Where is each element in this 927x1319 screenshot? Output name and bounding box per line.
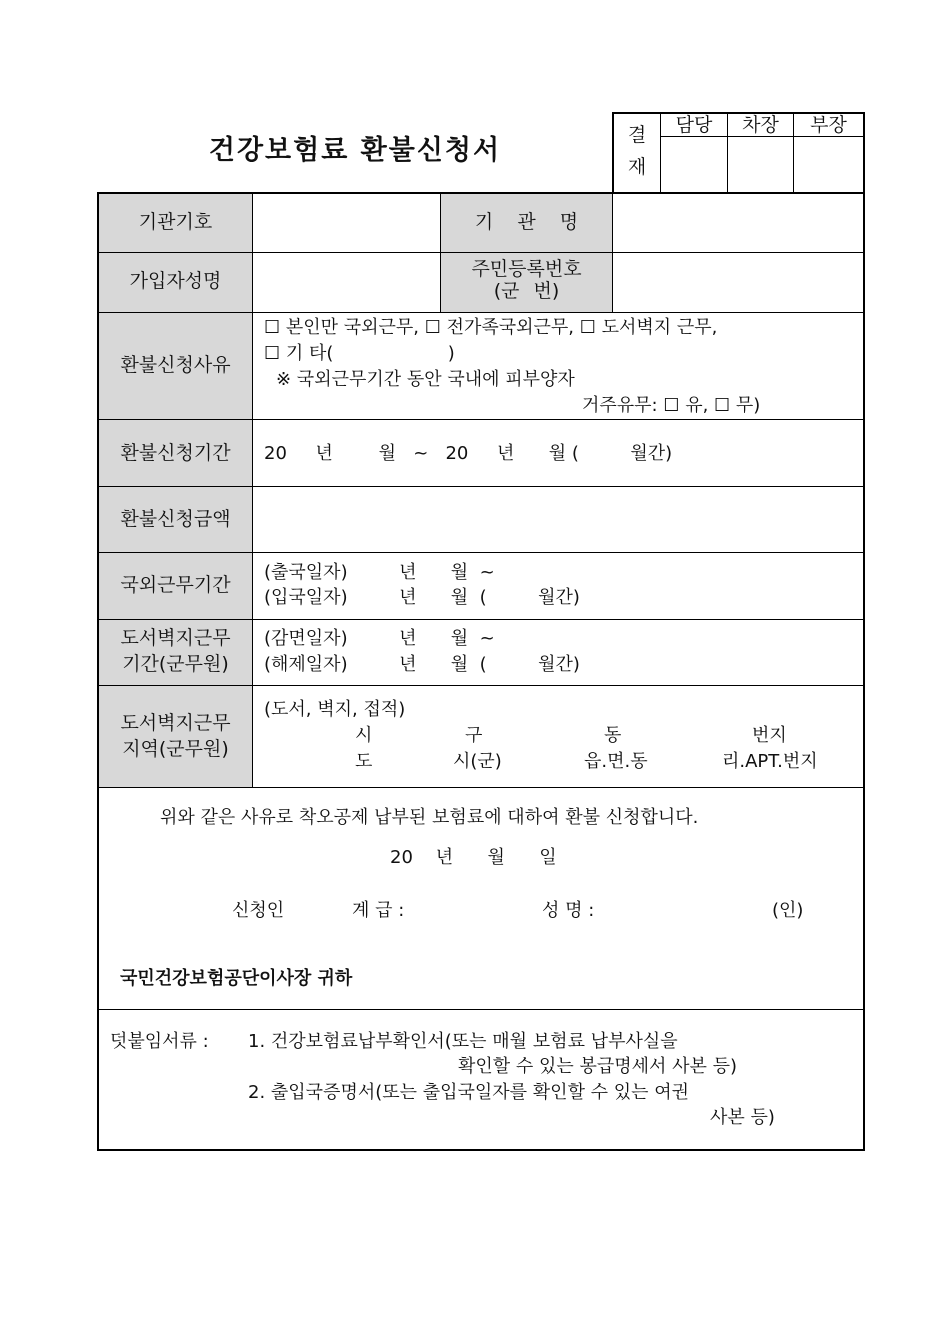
island-region-label-1: 도서벽지근무 — [120, 712, 231, 734]
org-code-field[interactable] — [254, 195, 439, 251]
resident-no-label-1: 주민등록번호 — [471, 258, 582, 280]
member-name-label: 가입자성명 — [129, 270, 222, 292]
region-eupmyeondong: 읍.면.동 — [584, 751, 648, 772]
attachments-label: 덧붙임서류 : — [110, 1031, 209, 1052]
approval-label-top: 결 — [627, 124, 647, 146]
page-title: 건강보험료 환불신청서 — [208, 135, 502, 166]
island-period-end-line[interactable]: (해제일자) 년 월 ( 월간) — [264, 654, 580, 675]
member-name-field[interactable] — [254, 254, 439, 311]
resident-no-label-2: (군 번) — [493, 280, 560, 302]
approval-label-bottom: 재 — [627, 156, 647, 178]
approval-sign-manager[interactable] — [661, 137, 727, 193]
region-sigun: 시(군) — [453, 751, 502, 772]
rank-label[interactable]: 계 급 : — [352, 900, 405, 921]
attachment-item1-line2: 확인할 수 있는 봉급명세서 사본 등) — [458, 1056, 738, 1077]
attachment-item2-line1: 2. 출입국증명서(또는 출입국일자를 확인할 수 있는 여권 — [248, 1082, 690, 1103]
island-period-start-line[interactable]: (감면일자) 년 월 ~ — [264, 628, 495, 649]
amount-field[interactable] — [254, 488, 862, 551]
attachment-item2-line2: 사본 등) — [710, 1107, 775, 1128]
approval-sign-deputy[interactable] — [728, 137, 793, 193]
region-bunji: 번지 — [752, 725, 787, 746]
addressee: 국민건강보험공단이사장 귀하 — [120, 968, 353, 989]
island-period-label-1: 도서벽지근무 — [120, 627, 231, 649]
period-label: 환불신청기간 — [120, 442, 231, 464]
region-ri: 리.APT.번지 — [722, 751, 818, 772]
overseas-departure-line[interactable]: (출국일자) 년 월 ~ — [264, 562, 495, 583]
seal-label: (인) — [772, 900, 804, 921]
declaration-statement: 위와 같은 사유로 착오공제 납부된 보험료에 대하여 환불 신청합니다. — [160, 807, 699, 828]
org-name-field[interactable] — [614, 195, 862, 251]
region-do: 도 — [355, 751, 373, 772]
declaration-date[interactable]: 20 년 월 일 — [390, 847, 557, 868]
approval-header-deputy: 차장 — [742, 114, 779, 136]
island-region-type: (도서, 벽지, 접적) — [264, 699, 406, 720]
reason-dependent-checkbox[interactable]: 거주유무: ☐ 유, ☐ 무) — [582, 395, 761, 416]
org-code-label: 기관기호 — [138, 211, 213, 233]
island-region-label-2: 지역(군무원) — [122, 738, 229, 760]
region-dong: 동 — [604, 725, 622, 746]
name-label[interactable]: 성 명 : — [542, 900, 595, 921]
approval-sign-director[interactable] — [794, 137, 863, 193]
attachment-item1-line1: 1. 건강보험료납부확인서(또는 매월 보험료 납부사실을 — [248, 1031, 678, 1052]
reason-options-line2[interactable]: ☐ 기 타( ) — [264, 343, 455, 364]
org-name-label: 기 관 명 — [474, 211, 579, 233]
region-gu: 구 — [465, 725, 483, 746]
reason-label: 환불신청사유 — [120, 354, 231, 376]
amount-label: 환불신청금액 — [120, 508, 231, 530]
reason-note-line: ※ 국외근무기간 동안 국내에 피부양자 — [276, 369, 575, 390]
applicant-label: 신청인 — [232, 900, 285, 921]
approval-header-director: 부장 — [810, 114, 847, 136]
resident-no-field[interactable] — [614, 254, 862, 311]
island-period-label-2: 기간(군무원) — [122, 653, 229, 675]
reason-options-line1[interactable]: ☐ 본인만 국외근무, ☐ 전가족국외근무, ☐ 도서벽지 근무, — [264, 317, 718, 338]
approval-header-manager: 담당 — [675, 114, 713, 136]
overseas-label: 국외근무기간 — [120, 574, 231, 596]
region-si: 시 — [355, 725, 373, 746]
overseas-entry-line[interactable]: (입국일자) 년 월 ( 월간) — [264, 587, 580, 608]
period-value[interactable]: 20 년 월 ~ 20 년 월 ( 월간) — [264, 443, 673, 464]
